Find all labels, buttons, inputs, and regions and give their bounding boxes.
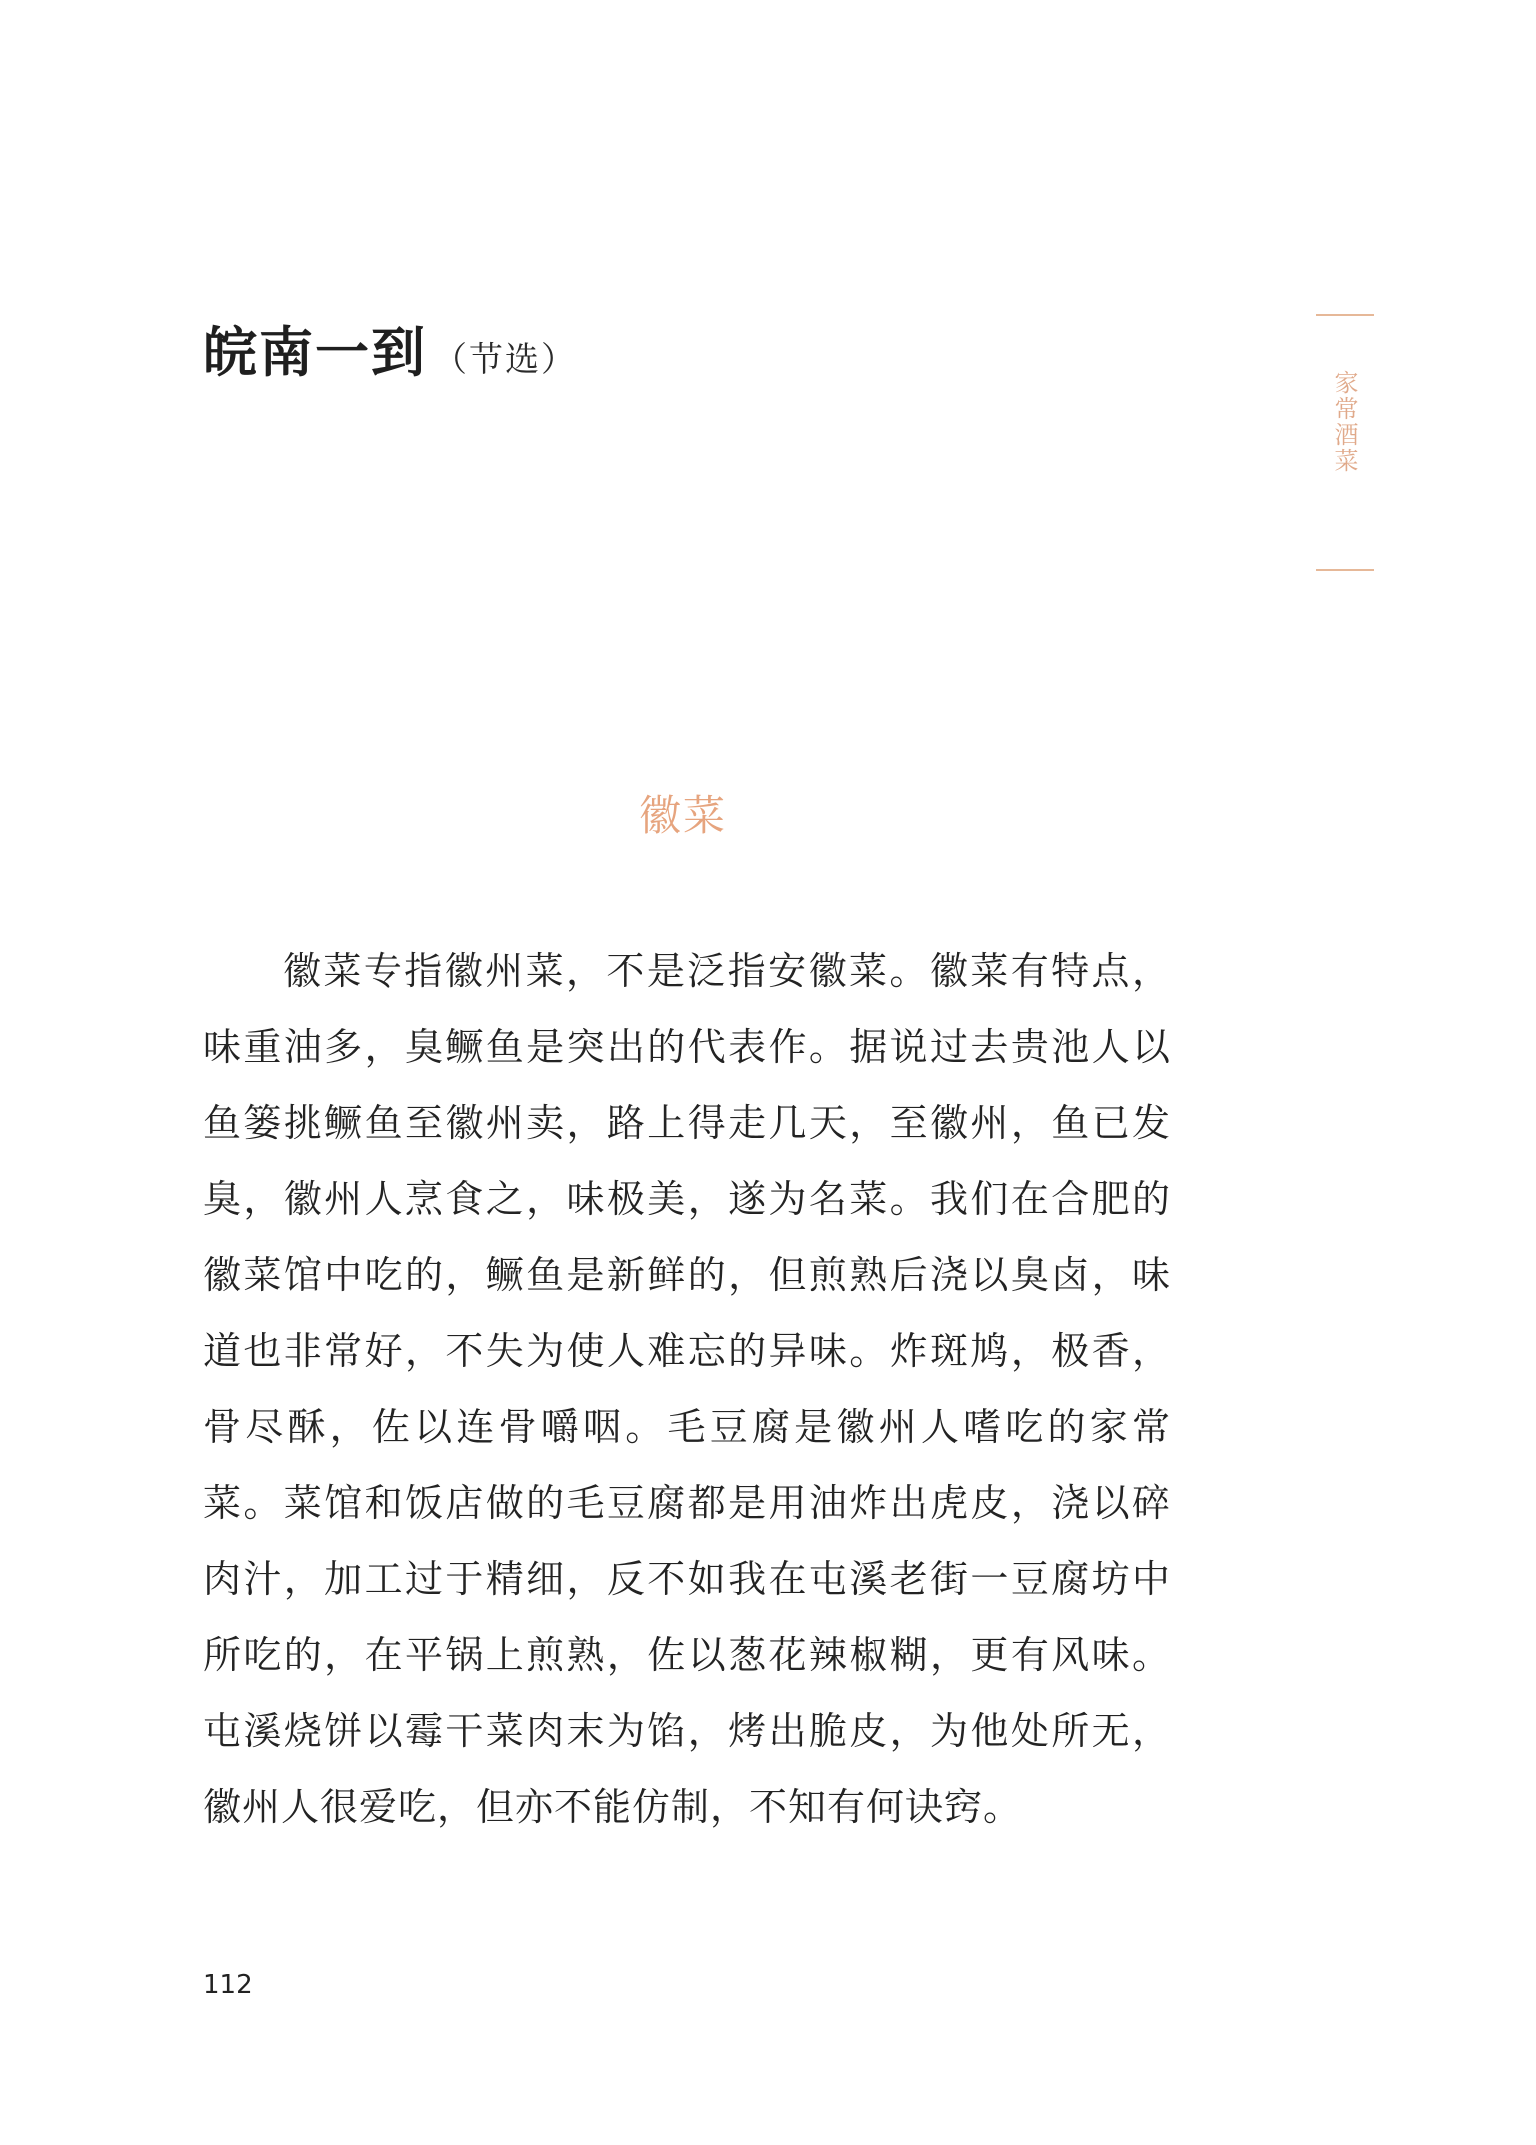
section-heading: 徽菜: [638, 791, 727, 840]
side-label-bottom-rule: [1316, 569, 1374, 571]
chapter-title-subtitle: （节选）: [433, 340, 577, 380]
body-paragraph: 徽菜专指徽州菜，不是泛指安徽菜。徽菜有特点，味重油多，臭鳜鱼是突出的代表作。据说过去贵池人以鱼篓挑鳜鱼至徽州卖，路上得走几天，至徽州，鱼已发臭，徽州人烹食之，味极美，遂为名菜。我们在合肥的徽菜馆中吃的，鳜鱼是新鲜的，但煎熟后浇以臭卤，味道也非常好，不失为使人难忘的异味。炸斑鸠，极香，骨尽酥，佐以连骨嚼咽。毛豆腐是徽州人嗜吃的家常菜。菜馆和饭店做的毛豆腐都是用油炸出虎皮，浇以碎肉汁，加工过于精细，反不如我在屯溪老街一豆腐坊中所吃的，在平锅上煎熟，佐以葱花辣椒糊，更有风味。屯溪烧饼以霉干菜肉末为馅，烤出脆皮，为他处所无，徽州人很爱吃，但亦不能仿制，不知有何诀窍。: [203, 949, 1171, 1829]
side-label-top-rule: [1316, 314, 1374, 316]
chapter-title: [203, 310, 577, 387]
side-section-label: 家常酒菜: [1330, 370, 1358, 474]
chapter-title-main: 皖南一到: [203, 320, 427, 384]
page-number: 112: [203, 1970, 253, 2000]
